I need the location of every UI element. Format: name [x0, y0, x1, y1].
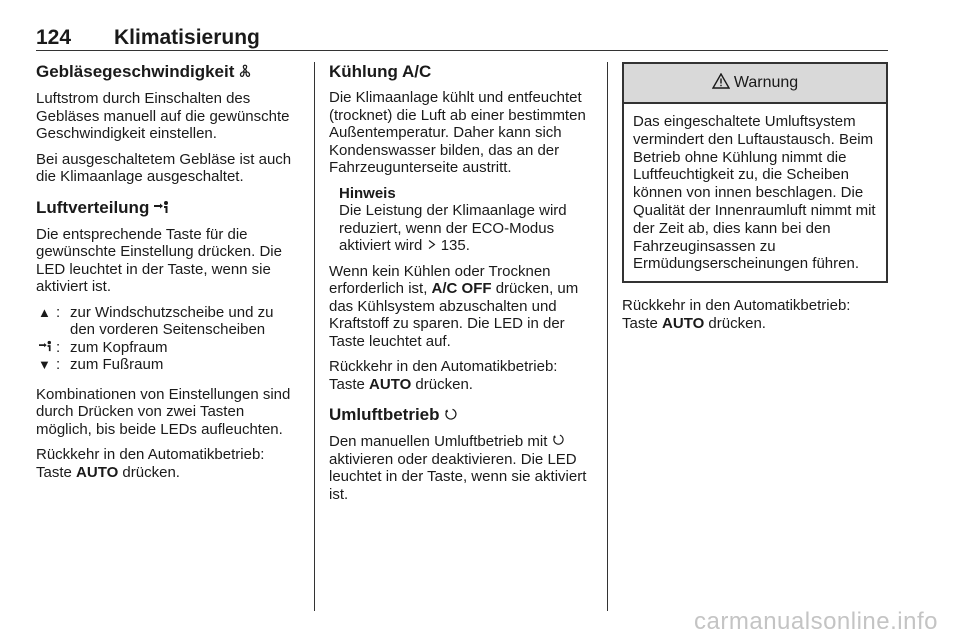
recirculation-icon — [552, 433, 565, 450]
list-item-text: zur Windschutzscheibe und zu den vorderen Seitenscheiben — [70, 303, 274, 338]
recirculation-icon — [444, 406, 458, 426]
cooling-paragraph-2: Wenn kein Kühlen oder Trocknen erforderlich ist, A/C OFF drücken, um das Kühlsystem abzuschalten und Kraftstoff zu sparen. Die LED in der Taste leuchtet auf. — [329, 262, 579, 350]
auto-key-label: AUTO — [662, 314, 705, 332]
warning-text: Das eingeschaltete Umluftsystem vermindert den Luftaustausch. Beim Betrieb ohne Kühlung nimmt die Luftfeuchtigkeit zu, die Scheiben können von innen beschlagen. Die Qualität der Innenraumluft nimmt mit der Zeit ab, dies kann bei den Fahrzeuginsassen zu Ermüdungserscheinungen führen. — [633, 113, 876, 273]
note-text: Die Leistung der Klimaanlage wird reduziert, wenn der ECO-Modus aktiviert wird — [339, 202, 567, 254]
air-paragraph-1: Die entsprechende Taste für die gewünschte Einstellung drücken. Die LED leuchtet in der Taste, wenn sie aktiviert ist. — [36, 225, 282, 295]
ac-off-key-label: A/C OFF — [431, 280, 492, 297]
warning-box — [622, 62, 888, 283]
fan-icon — [238, 63, 252, 83]
column-1 — [36, 62, 302, 489]
air-paragraph-3: Rückkehr in den Automatikbetrieb: Taste AUTO drücken. — [36, 446, 265, 481]
warning-triangle-icon — [712, 73, 734, 94]
note-title: Hinweis — [339, 184, 396, 202]
list-item-text: zum Kopfraum — [70, 338, 168, 356]
header-rule — [36, 50, 888, 51]
air-paragraph-2: Kombinationen von Einstellungen sind durch Drücken von zwei Tasten möglich, bis beide LEDs aufleuchten. — [36, 385, 291, 438]
auto-key-label: AUTO — [369, 375, 412, 393]
cooling-paragraph-1: Die Klimaanlage kühlt und entfeuchtet (trocknet) die Luft ab einer bestimmten Außentemperatur. Daher kann sich Kondenswasser bilden, das an der Fahrzeugunterseite austritt. — [329, 89, 586, 176]
cooling-heading: Kühlung A/C — [329, 62, 432, 81]
list-item: ▲ : zur Windschutzscheibe und zu den vorderen Seitenscheiben — [38, 303, 274, 338]
fan-paragraph-1: Luftstrom durch Einschalten des Gebläses manuell auf die gewünschte Geschwindigkeit einstellen. — [36, 90, 290, 142]
page-reference: 135. — [440, 237, 470, 254]
column-2 — [329, 62, 597, 511]
page-number: 124 — [36, 26, 72, 49]
air-distribution-icon — [153, 199, 169, 219]
recirculation-paragraph: Den manuellen Umluftbetrieb mit aktivieren oder deaktivieren. Die LED leuchtet in der Taste, wenn sie aktiviert ist. — [329, 433, 587, 503]
auto-key-label: AUTO — [76, 463, 119, 481]
page-header — [36, 26, 888, 50]
triangle-down-icon: ▼ — [38, 357, 51, 372]
triangle-up-icon: ▲ — [38, 304, 51, 320]
list-item: ▼ : zum Fußraum — [38, 356, 164, 373]
watermark: carmanualsonline.info — [694, 608, 938, 635]
cooling-paragraph-3: Rückkehr in den Automatikbetrieb: Taste AUTO drücken. — [329, 358, 558, 393]
list-item: : zum Kopfraum — [36, 339, 302, 357]
air-distribution-list — [36, 304, 302, 374]
air-distribution-heading: Luftverteilung — [36, 198, 302, 219]
recirculation-heading: Umluftbetrieb — [329, 405, 597, 426]
list-item-text: zum Fußraum — [70, 356, 164, 373]
page-title: Klimatisierung — [114, 26, 260, 49]
warning-title: Warnung — [733, 74, 799, 92]
warning-header — [624, 64, 886, 104]
fan-paragraph-2: Bei ausgeschaltetem Gebläse ist auch die Klimaanlage ausgeschaltet. — [36, 150, 292, 185]
fan-speed-heading: Gebläsegeschwindigkeit — [36, 62, 302, 83]
column-divider — [314, 62, 315, 611]
air-distribution-head-icon — [38, 339, 50, 357]
column-divider — [607, 62, 608, 611]
note-box — [329, 185, 597, 255]
return-paragraph: Rückkehr in den Automatikbetrieb: Taste AUTO drücken. — [622, 297, 851, 332]
reference-arrow-icon — [427, 237, 437, 254]
column-3 — [622, 62, 888, 340]
